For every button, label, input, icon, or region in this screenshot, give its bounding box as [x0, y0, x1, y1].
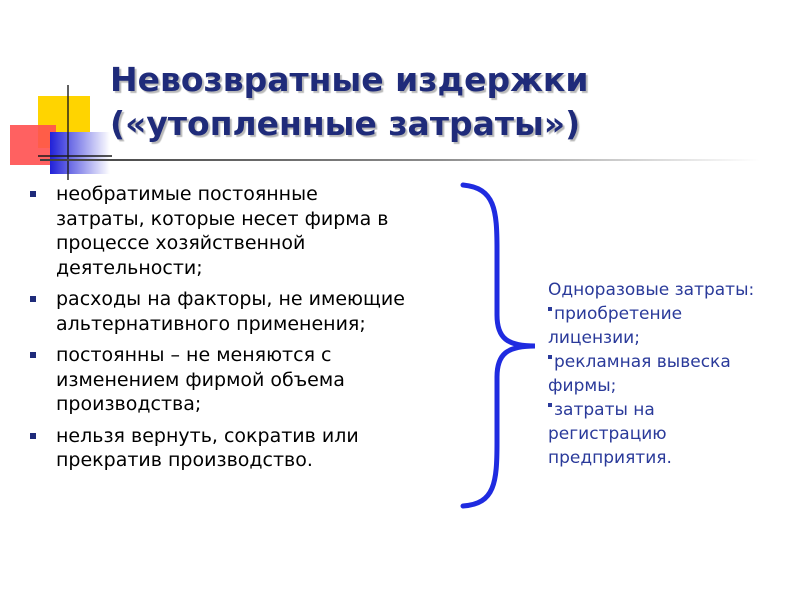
- side-item-1-line-1: [548, 302, 798, 326]
- list-item-text: постоянны – не меняются с изменением фирмой объема производства;: [56, 344, 345, 415]
- one-time-costs-box: [548, 278, 798, 470]
- side-item-1-line-2: лицензии;: [548, 328, 640, 348]
- bullet-square-icon: [30, 352, 36, 358]
- list-item: [28, 182, 408, 280]
- side-heading: Одноразовые затраты:: [548, 280, 755, 300]
- blue-square: [50, 132, 110, 174]
- bullet-square-icon: [548, 403, 552, 407]
- bullet-square-icon: [30, 433, 36, 439]
- bullet-list: [28, 182, 408, 480]
- side-item-3-line-2: регистрацию: [548, 424, 667, 444]
- list-item-text: расходы на факторы, не имеющие альтернативного применения;: [56, 288, 405, 335]
- list-item: [28, 287, 408, 336]
- side-item-text: рекламная вывеска: [554, 352, 731, 372]
- side-item-3-line-3: предприятия.: [548, 448, 672, 468]
- slide-title: [110, 58, 770, 146]
- list-item: [28, 343, 408, 417]
- bullet-square-icon: [30, 191, 36, 197]
- side-item-text: затраты на: [554, 400, 655, 420]
- list-item-text: нельзя вернуть, сократив или прекратив производство.: [56, 424, 359, 471]
- side-item-3-line-1: [548, 398, 798, 422]
- list-item-text: необратимые постоянные затраты, которые несет фирма в процессе хозяйственной деятельности;: [56, 183, 389, 279]
- title-divider: [40, 159, 760, 161]
- list-item: [28, 424, 408, 473]
- bullet-square-icon: [30, 296, 36, 302]
- slide-title-line-1: Невозвратные издержки: [110, 60, 589, 99]
- slide-title-line-2: («утопленные затраты»): [110, 104, 581, 143]
- bullet-square-icon: [548, 307, 552, 311]
- side-item-text: приобретение: [554, 304, 683, 324]
- right-curly-brace-icon: [455, 180, 545, 510]
- side-item-2-line-2: фирмы;: [548, 376, 617, 396]
- side-item-2-line-1: [548, 350, 798, 374]
- bullet-square-icon: [548, 355, 552, 359]
